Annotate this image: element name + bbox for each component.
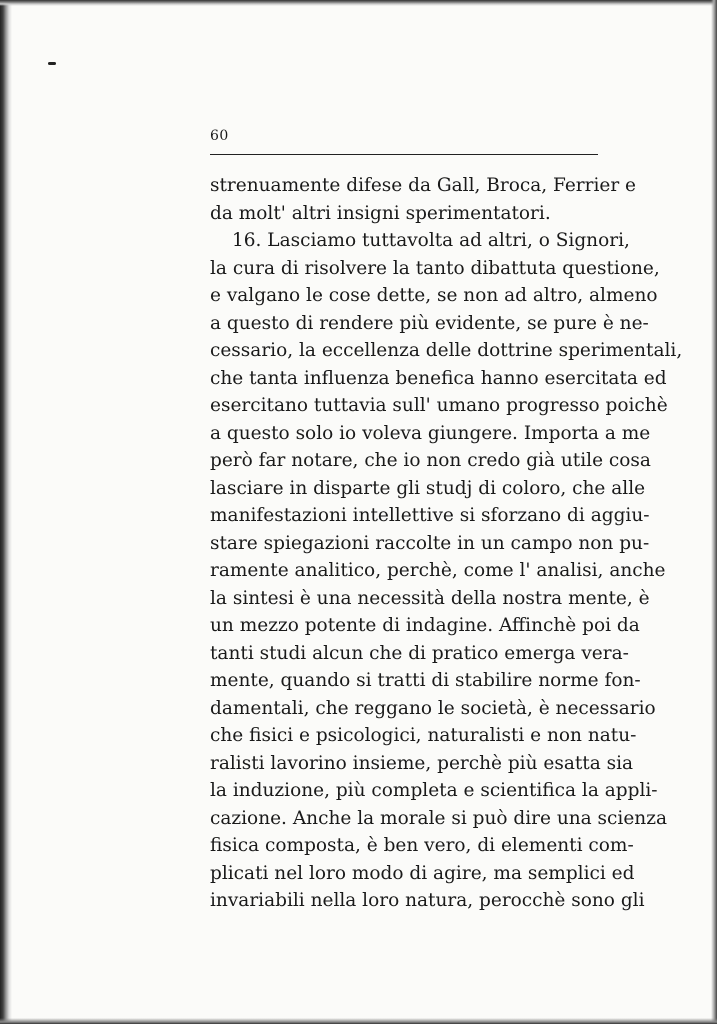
text-line: però far notare, che io non credo già utile cosa: [210, 450, 651, 471]
text-line: strenuamente difese da Gall, Broca, Ferrier e: [210, 175, 637, 196]
right-edge-shadow: [711, 0, 717, 1024]
text-line: lasciare in disparte gli studj di coloro, che alle: [210, 477, 646, 499]
binding-shadow: [0, 0, 12, 1024]
text-line: esercitano tuttavia sull' umano progresso poichè: [210, 395, 668, 416]
header-rule: [210, 154, 598, 155]
body-text: [210, 172, 683, 915]
text-line: tanti studi alcun che di pratico emerga vera-: [210, 642, 629, 664]
page-number: 60: [210, 128, 229, 144]
text-line: fisica composta, è ben vero, di elementi com-: [210, 835, 634, 856]
text-line: un mezzo potente di indagine. Affinchè poi da: [210, 615, 640, 636]
text-line: la sintesi è una necessità della nostra mente, è: [210, 587, 650, 609]
text-line: damentali, che reggano le società, è necessario: [210, 697, 656, 719]
text-line: ramente analitico, perchè, come l' analisi, anche: [210, 560, 666, 581]
text-line: ralisti lavorino insieme, perchè più esatta sia: [210, 752, 634, 774]
text-line: che fisici e psicologici, naturalisti e non natu-: [210, 725, 637, 746]
text-line: a questo solo io voleva giungere. Importa a me: [210, 422, 651, 444]
text-line: plicati nel loro modo di agire, ma semplici ed: [210, 862, 635, 884]
text-line: che tanta influenza benefica hanno esercitata ed: [210, 367, 667, 389]
text-line: e valgano le cose dette, se non ad altro, almeno: [210, 285, 658, 306]
ink-speck: [48, 62, 56, 65]
text-line: da molt' altri insigni sperimentatori.: [210, 202, 551, 224]
top-edge-shadow: [0, 0, 717, 6]
text-line: a questo di rendere più evidente, se pure è ne-: [210, 312, 649, 334]
text-line: cazione. Anche la morale si può dire una scienza: [210, 807, 667, 829]
text-line: manifestazioni intellettive si sforzano di aggiu-: [210, 505, 650, 526]
bottom-edge-shadow: [0, 1018, 717, 1024]
text-line: 16. Lasciamo tuttavolta ad altri, o Signori,: [232, 230, 630, 251]
text-line: cessario, la eccellenza delle dottrine sperimentali,: [210, 340, 683, 361]
text-line: stare spiegazioni raccolte in un campo non pu-: [210, 532, 650, 554]
text-line: mente, quando si tratti di stabilire norme fon-: [210, 670, 641, 691]
text-line: invariabili nella loro natura, perocchè sono gli: [210, 890, 645, 911]
text-line: la cura di risolvere la tanto dibattuta questione,: [210, 257, 660, 279]
text-line: la induzione, più completa e scientifica la appli-: [210, 780, 658, 801]
